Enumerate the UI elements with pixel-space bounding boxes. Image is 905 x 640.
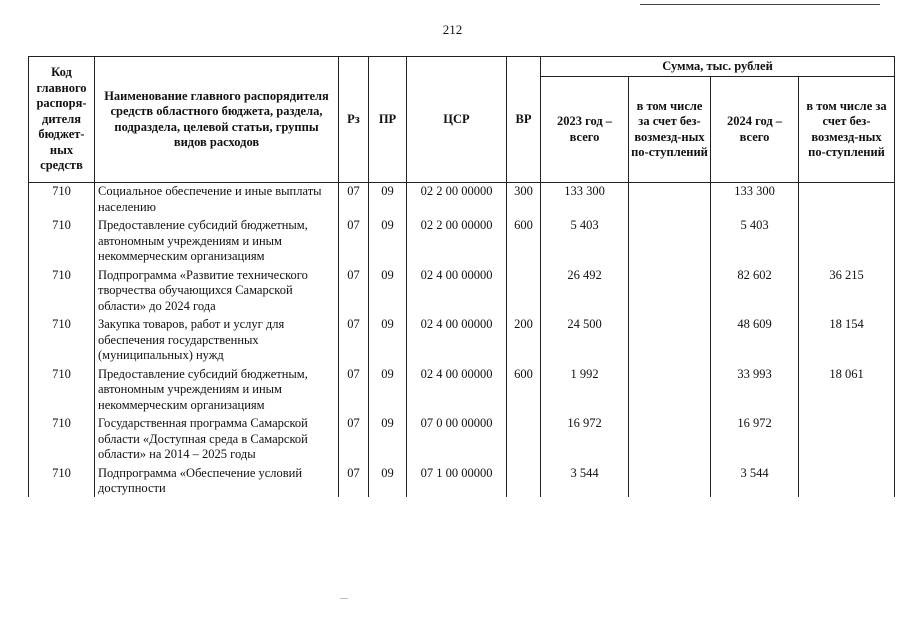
row-pr: 09 (369, 415, 407, 465)
row-pr: 09 (369, 217, 407, 267)
row-2023-free (629, 415, 711, 465)
row-pr: 09 (369, 316, 407, 366)
row-2024-free (799, 415, 895, 465)
row-pr: 09 (369, 366, 407, 416)
row-2023-total: 5 403 (541, 217, 629, 267)
table-row (29, 366, 895, 416)
header-pr: ПР (369, 57, 407, 183)
row-2024-free (799, 217, 895, 267)
header-2024-total: 2024 год – всего (711, 77, 799, 183)
row-code: 710 (29, 183, 95, 218)
row-2023-free (629, 267, 711, 317)
row-name: Подпрограмма «Развитие технического творчества обучающихся Самарской области» до 2024 года (95, 267, 339, 317)
row-code: 710 (29, 217, 95, 267)
row-rz: 07 (339, 217, 369, 267)
row-name: Предоставление субсидий бюджетным, автономным учреждениям и иным некоммерческим организациям (95, 366, 339, 416)
table-row (29, 465, 895, 497)
row-code: 710 (29, 267, 95, 317)
table-row (29, 217, 895, 267)
row-csr: 02 2 00 00000 (407, 183, 507, 218)
row-name: Предоставление субсидий бюджетным, автономным учреждениям и иным некоммерческим организациям (95, 217, 339, 267)
row-code: 710 (29, 465, 95, 497)
row-rz: 07 (339, 267, 369, 317)
row-pr: 09 (369, 267, 407, 317)
row-2023-free (629, 465, 711, 497)
table-body (29, 183, 895, 497)
row-2024-free: 18 061 (799, 366, 895, 416)
row-2024-free: 36 215 (799, 267, 895, 317)
row-2023-total: 3 544 (541, 465, 629, 497)
row-2023-total: 1 992 (541, 366, 629, 416)
budget-table (28, 56, 895, 497)
row-2024-total: 33 993 (711, 366, 799, 416)
table-row (29, 316, 895, 366)
row-code: 710 (29, 415, 95, 465)
row-2023-free (629, 316, 711, 366)
row-csr: 02 4 00 00000 (407, 267, 507, 317)
table-row (29, 267, 895, 317)
row-vr: 600 (507, 366, 541, 416)
row-2024-total: 82 602 (711, 267, 799, 317)
header-csr: ЦСР (407, 57, 507, 183)
row-2023-total: 24 500 (541, 316, 629, 366)
row-rz: 07 (339, 366, 369, 416)
row-vr (507, 267, 541, 317)
row-csr: 02 4 00 00000 (407, 366, 507, 416)
row-2023-free (629, 217, 711, 267)
row-2024-total: 48 609 (711, 316, 799, 366)
header-name: Наименование главного распорядителя средств областного бюджета, раздела, подраздела, целевой статьи, группы видов расходов (95, 57, 339, 183)
header-rz: Рз (339, 57, 369, 183)
row-2024-free: 18 154 (799, 316, 895, 366)
row-2024-total: 16 972 (711, 415, 799, 465)
row-name: Подпрограмма «Обеспечение условий доступности (95, 465, 339, 497)
row-2023-total: 26 492 (541, 267, 629, 317)
row-vr (507, 465, 541, 497)
row-rz: 07 (339, 316, 369, 366)
row-2024-total: 3 544 (711, 465, 799, 497)
row-rz: 07 (339, 465, 369, 497)
row-code: 710 (29, 316, 95, 366)
row-vr: 600 (507, 217, 541, 267)
row-pr: 09 (369, 183, 407, 218)
header-2023-free: в том числе за счет без-возмезд-ных по-ступлений (629, 77, 711, 183)
row-rz: 07 (339, 415, 369, 465)
row-2024-free (799, 183, 895, 218)
row-2024-total: 133 300 (711, 183, 799, 218)
row-2023-free (629, 366, 711, 416)
row-2023-free (629, 183, 711, 218)
row-code: 710 (29, 366, 95, 416)
row-2024-free (799, 465, 895, 497)
row-vr: 200 (507, 316, 541, 366)
header-vr: ВР (507, 57, 541, 183)
table-row (29, 183, 895, 218)
row-csr: 07 1 00 00000 (407, 465, 507, 497)
row-vr (507, 415, 541, 465)
row-pr: 09 (369, 465, 407, 497)
row-csr: 02 2 00 00000 (407, 217, 507, 267)
row-2024-total: 5 403 (711, 217, 799, 267)
row-rz: 07 (339, 183, 369, 218)
row-name: Закупка товаров, работ и услуг для обеспечения государственных (муниципальных) нужд (95, 316, 339, 366)
row-name: Государственная программа Самарской области «Доступная среда в Самарской области» на 2014 – 2025 годы (95, 415, 339, 465)
row-2023-total: 16 972 (541, 415, 629, 465)
table-row (29, 415, 895, 465)
row-csr: 02 4 00 00000 (407, 316, 507, 366)
row-vr: 300 (507, 183, 541, 218)
row-csr: 07 0 00 00000 (407, 415, 507, 465)
scan-top-line (640, 4, 880, 5)
header-sum-group: Сумма, тыс. рублей (541, 57, 895, 77)
header-2024-free: в том числе за счет без-возмезд-ных по-ступлений (799, 77, 895, 183)
scan-mark (340, 598, 348, 599)
header-code: Код главного распоря-дителя бюджет-ных средств (29, 57, 95, 183)
row-name: Социальное обеспечение и иные выплаты населению (95, 183, 339, 218)
header-2023-total: 2023 год – всего (541, 77, 629, 183)
row-2023-total: 133 300 (541, 183, 629, 218)
page-number: 212 (442, 22, 463, 37)
